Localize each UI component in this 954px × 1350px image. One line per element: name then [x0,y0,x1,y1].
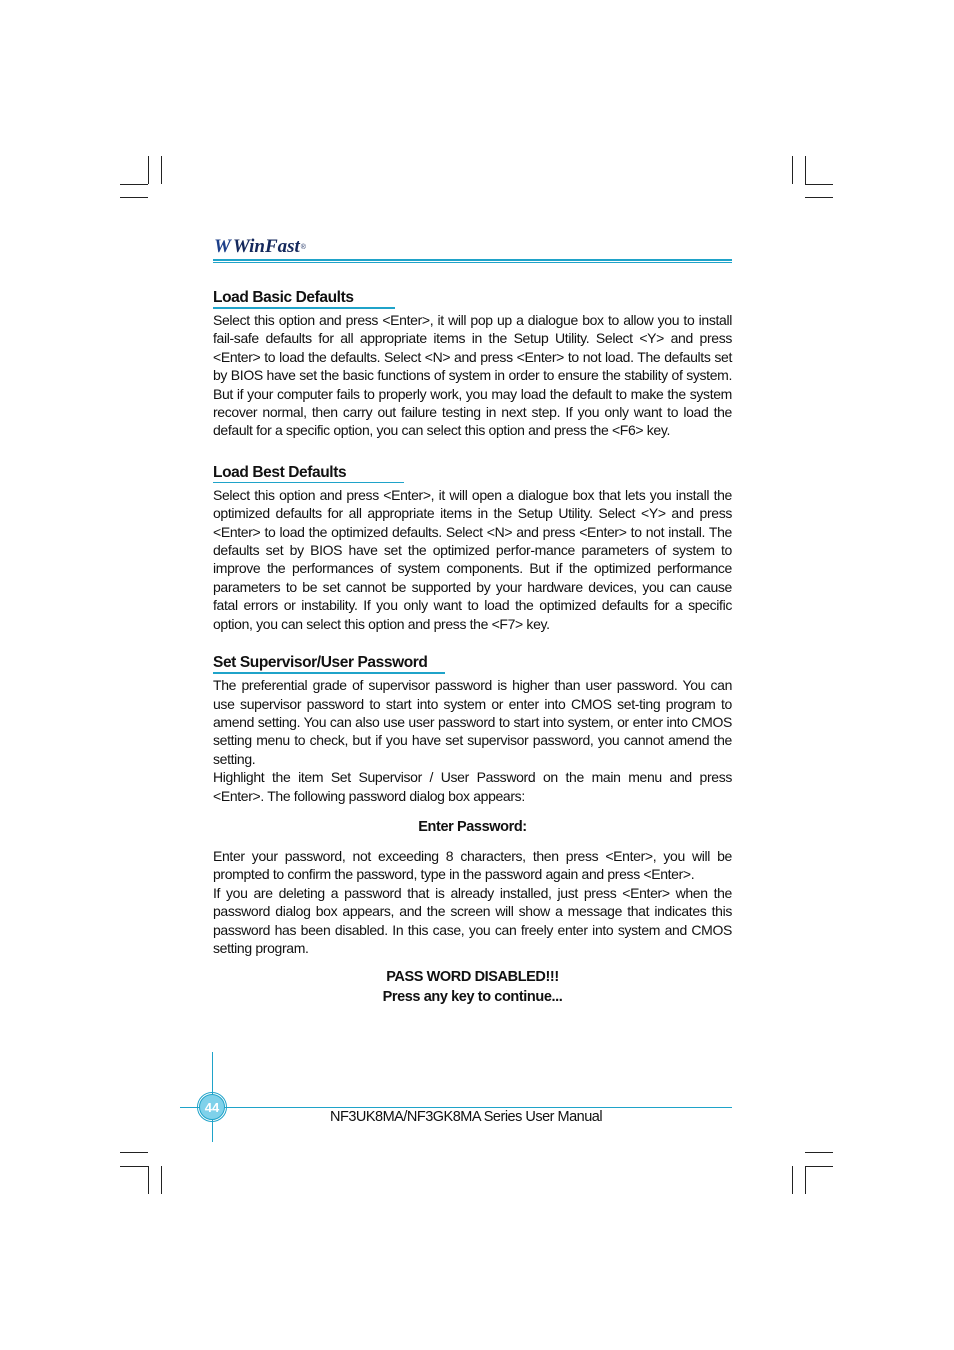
crop-mark [120,184,148,185]
brand-logo [214,236,306,258]
section-title-load-basic-defaults: Load Basic Defaults [213,289,354,306]
section-body-password-4: If you are deleting a password that is already installed, just press <Enter> when the password dialog box appears, and the screen will show a message that indicates this password has been disabled. In this case, you can freely enter into system and CMOS setting program. [213,884,732,956]
section-heading-wrap [213,464,732,486]
crop-mark [792,1166,793,1194]
section-body-load-basic-defaults: Select this option and press <Enter>, it will pop up a dialogue box to allow you to install fail-safe defaults for all appropriate items in the Setup Utility. Select <Y> and press <Enter> to load the defaults. Select <N> and press <Enter> to not load. The defaults set by BIOS have set the basic functions of system in order to ensure the stability of system. But if your computer fails to properly work, you may load the default to make the system recover normal, then carry out failure testing in next step. If you only want to load the default for a specific option, you can select this option and press the <F6> key. [213,312,732,439]
footer-rule [180,1107,732,1108]
header-rule [213,259,732,261]
crop-mark [161,1166,162,1194]
disabled-message-line1: PASS WORD DISABLED!!! [386,969,559,986]
crop-mark [148,1166,149,1194]
crop-mark [805,1166,806,1194]
crop-mark [805,184,833,185]
crop-mark [148,156,149,184]
section-title-set-password: Set Supervisor/User Password [213,654,428,672]
crop-mark [805,156,806,184]
crop-mark [120,1152,148,1153]
page-number: 44 [199,1094,225,1120]
password-prompt: Enter Password: [418,818,527,835]
section-body-password-2: Highlight the item Set Supervisor / User Password on the main menu and press <Enter>. The following password dialog box appears: [213,769,732,804]
section-underline [213,672,445,674]
manual-title: NF3UK8MA/NF3GK8MA Series User Manual [330,1109,603,1125]
section-underline [213,307,395,309]
logo-text: WinFast [232,236,300,257]
section-heading-wrap [213,289,732,311]
section-underline [213,482,404,484]
crop-mark [161,156,162,184]
crop-mark [805,197,833,198]
section-body-password-3: Enter your password, not exceeding 8 characters, then press <Enter>, you will be prompted to confirm the password, type in the password again and press <Enter>. [213,847,732,883]
section-heading-wrap [213,654,732,676]
crop-mark [120,1166,148,1167]
disabled-message-line2: Press any key to continue... [382,989,563,1006]
crop-mark [792,156,793,184]
logo-mark-icon: W [214,236,228,257]
section-body-load-best-defaults: Select this option and press <Enter>, it will open a dialogue box that lets you install the optimized defaults for all appropriate items in the Setup Utility. Select <Y> and press <Enter> to load the optimized defaults. Select <N> and press <Enter> to not install. The defaults set by BIOS have set the optimized perfor-mance parameters of system to improve the performances of system components. But if the optimized performance parameters to be set cannot be supported by your hardware devices, you can cause fatal errors or instability. If you only want to load the optimized defaults for a specific option, you can select this option and press the <F7> key. [213,486,732,632]
crop-mark [805,1152,833,1153]
crop-mark [805,1166,833,1167]
page-content [213,289,732,1005]
section-title-load-best-defaults: Load Best Defaults [213,463,347,481]
logo-registered-mark: ® [300,243,306,251]
crop-mark [120,197,148,198]
section-body-password-1: The preferential grade of supervisor password is higher than user password. You can use supervisor password to start into system or enter into CMOS set-ting program to amend setting. You can also use user password to start into system, or enter into CMOS setting menu to check, but if you have set supervisor password, you cannot amend the setting. [213,677,732,767]
header-rule-thin [213,262,732,263]
